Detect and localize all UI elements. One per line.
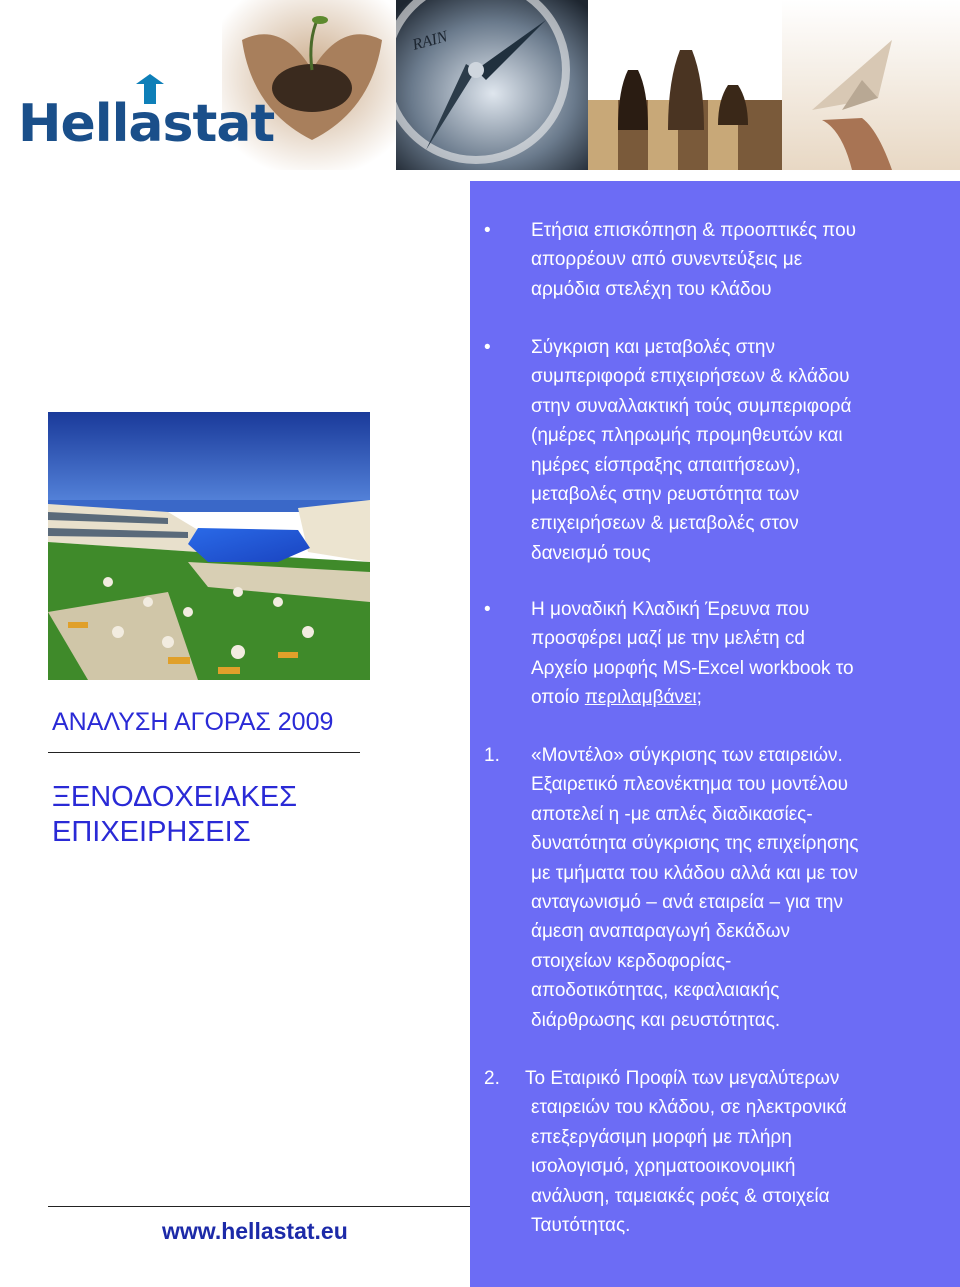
bullet-icon: • (484, 599, 491, 620)
hotel-pool-photo (48, 412, 370, 680)
bullet-text: Ετήσια επισκόπηση & προοπτικές που απορρέουν από συνεντεύξεις με αρμόδια στελέχη του κλάδου (531, 220, 857, 300)
logo-text: Hellastat (18, 94, 275, 154)
numbered-text: «Μοντέλο» σύγκρισης των εταιρειών. Εξαιρετικό πλεονέκτημα του μοντέλου αποτελεί η -με απλές διαδικασίες- δυνατότητα σύγκρισης της επιχείρησης με τμήματα του κλάδου αλλά και με τον ανταγωνισμό – ανά εταιρεία – για την άμεση αναπαραγωγή δεκάδων στοιχείων κερδοφορίας- αποδοτικότητας, κεφαλαιακής διάρθρωσης και ρευστότητας. (531, 745, 859, 1031)
bullet-text: Η μοναδική Κλαδική Έρευνα που προσφέρει μαζί με την μελέτη cd Αρχείο μορφής MS-Excel workbook το οποίο περιλαμβάνει; (531, 595, 951, 713)
chess-photo (588, 0, 784, 170)
features-panel (470, 181, 960, 1287)
hellastat-logo (14, 74, 275, 154)
header-photo-banner (222, 0, 960, 170)
sector-title-line1: ΞΕΝΟΔΟΧΕΙΑΚΕΣ (52, 781, 298, 813)
market-analysis-title: ΑΝΑΛΥΣΗ ΑΓΟΡΑΣ 2009 (52, 708, 334, 736)
compass-photo (396, 0, 590, 170)
bullet-icon: • (484, 337, 491, 358)
bullet-text: Σύγκριση και μεταβολές στην συμπεριφορά επιχειρήσεων & κλάδου στην συναλλακτική τούς συμπεριφορά (ημέρες πληρωμής προμηθευτών και ημέρες είσπραξης απαιτήσεων), μεταβολές στην ρευστότητα των επιχειρήσεων & μεταβολές στον δανεισμό τους (531, 337, 852, 564)
item-number: 2. (484, 1068, 500, 1089)
title-divider (48, 752, 360, 753)
sector-title-line2: ΕΠΙΧΕΙΡΗΣΕΙΣ (52, 816, 251, 848)
item-number: 1. (484, 745, 500, 766)
includes-link[interactable]: περιλαμβάνει; (584, 687, 702, 709)
paper-plane-photo (782, 0, 960, 170)
svg-text:RAIN: RAIN (410, 28, 450, 54)
bullet-last-line: οποίο περιλαμβάνει; (531, 687, 702, 709)
website-link[interactable]: www.hellastat.eu (162, 1218, 348, 1244)
bullet-icon: • (484, 220, 491, 241)
sector-title (52, 780, 297, 850)
numbered-text: Το Εταιρικό Προφίλ των μεγαλύτερων εταιρειών του κλάδου, σε ηλεκτρονικά επεξεργάσιμη μορφή με πλήρη ισολογισμό, χρηματοοικονομική ανάλυση, ταμειακές ροές & στοιχεία Ταυτότητας. (525, 1068, 847, 1237)
footer-divider (48, 1206, 473, 1207)
